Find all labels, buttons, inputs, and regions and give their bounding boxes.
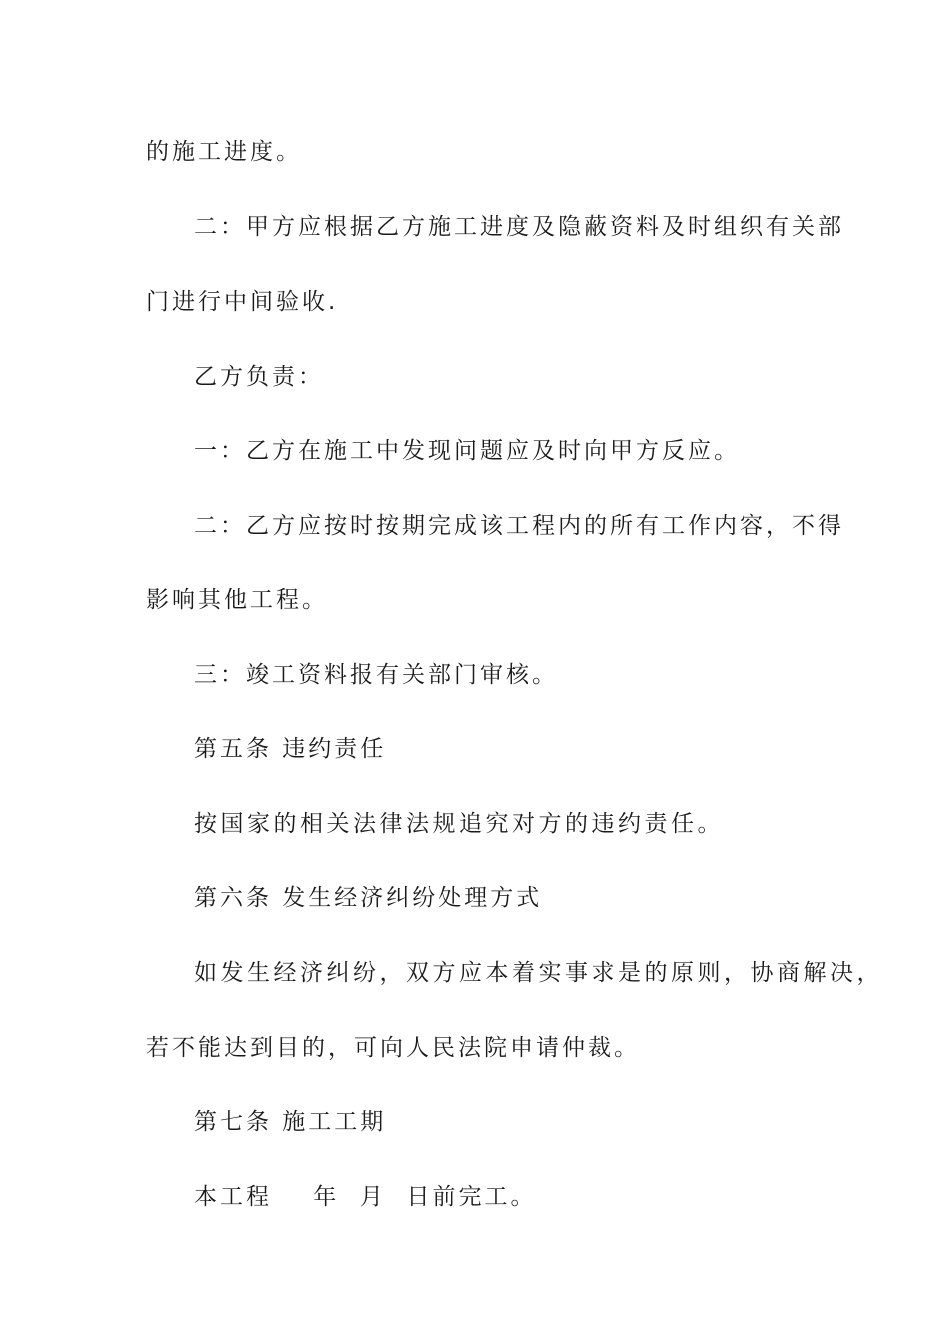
party-b-clause-two-continuation: 影响其他工程。 (146, 587, 328, 613)
article-six-heading: 第六条 发生经济纠纷处理方式 (194, 885, 543, 911)
party-b-clause-two: 二：乙方应按时按期完成该工程内的所有工作内容，不得 (194, 513, 844, 539)
article-five-heading: 第五条 违约责任 (194, 736, 387, 762)
article-six-body-continuation: 若不能达到目的，可向人民法院申请仲裁。 (146, 1035, 640, 1061)
article-seven-body: 本工程 年 月 日前完工。 (194, 1184, 537, 1210)
article-seven-heading: 第七条 施工工期 (194, 1109, 387, 1135)
party-a-clause-two: 二：甲方应根据乙方施工进度及隐蔽资料及时组织有关部 (194, 214, 844, 240)
party-b-clause-one: 一：乙方在施工中发现问题应及时向甲方反应。 (194, 438, 740, 464)
party-a-clause-two-continuation: 门进行中间验收. (146, 289, 339, 315)
party-b-clause-three: 三：竣工资料报有关部门审核。 (194, 662, 558, 688)
article-five-body: 按国家的相关法律法规追究对方的违约责任。 (194, 811, 724, 837)
article-six-body: 如发生经济纠纷，双方应本着实事求是的原则，协商解决， (194, 960, 883, 986)
party-b-responsibilities-heading: 乙方负责： (194, 364, 324, 390)
paragraph-continuation-construction-progress: 的施工进度。 (146, 139, 302, 165)
